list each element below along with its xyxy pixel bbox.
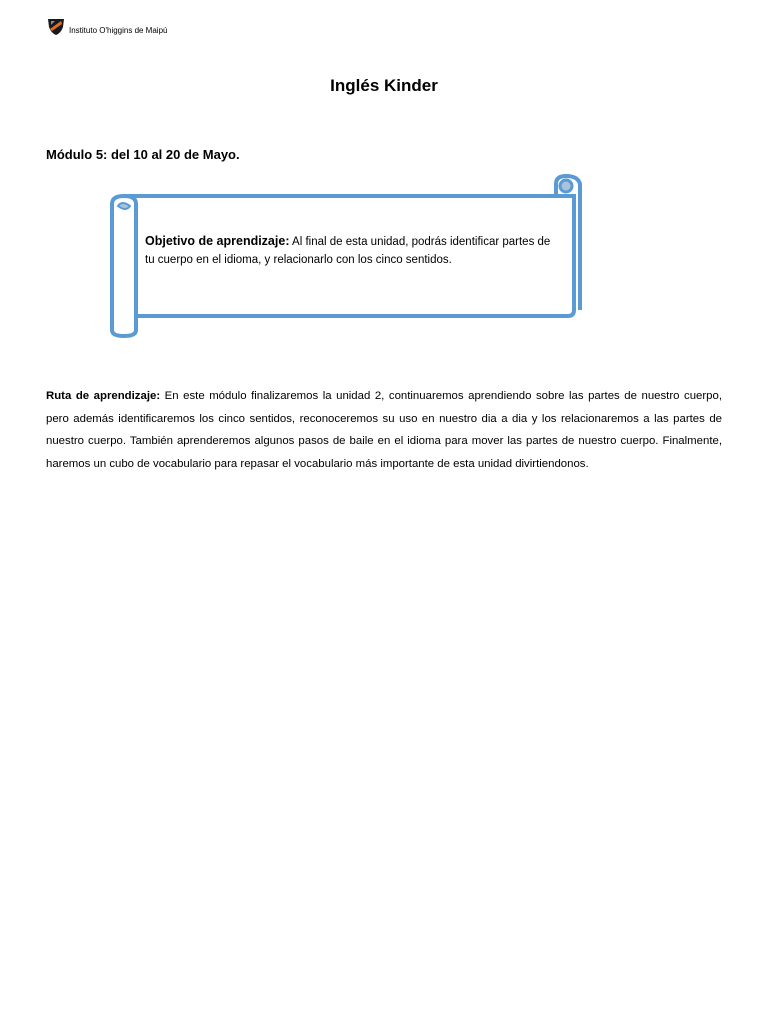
school-shield-logo-icon <box>46 16 66 36</box>
module-heading: Módulo 5: del 10 al 20 de Mayo. <box>46 147 240 162</box>
route-label: Ruta de aprendizaje: <box>46 390 161 402</box>
objective-description: Al final de esta unidad, podrás identificar partes de tu cuerpo en el idioma, y relacionarlo con los cinco sentidos. <box>145 236 551 266</box>
route-description: En este módulo finalizaremos la unidad 2, continuaremos aprendiendo sobre las partes de nuestro cuerpo, pero además identificaremos los cinco sentidos, reconoceremos su uso en nuestro dia a dia y los relacionaremos a las partes de nuestro cuerpo. También aprenderemos algunos pasos de baile en el idioma para mover las partes de nuestro cuerpo. Finalmente, haremos un cubo de vocabulario para repasar el vocabulario más importante de esta unidad divirtiendonos. <box>46 390 722 470</box>
objective-label: Objetivo de aprendizaje: <box>145 234 290 248</box>
page-header <box>46 16 167 36</box>
objective-scroll-banner <box>104 170 590 344</box>
school-name: Instituto O'higgins de Maipú <box>69 26 168 35</box>
objective-text-block <box>145 232 555 269</box>
learning-route-paragraph <box>46 385 722 475</box>
page-title: Inglés Kinder <box>330 76 438 95</box>
